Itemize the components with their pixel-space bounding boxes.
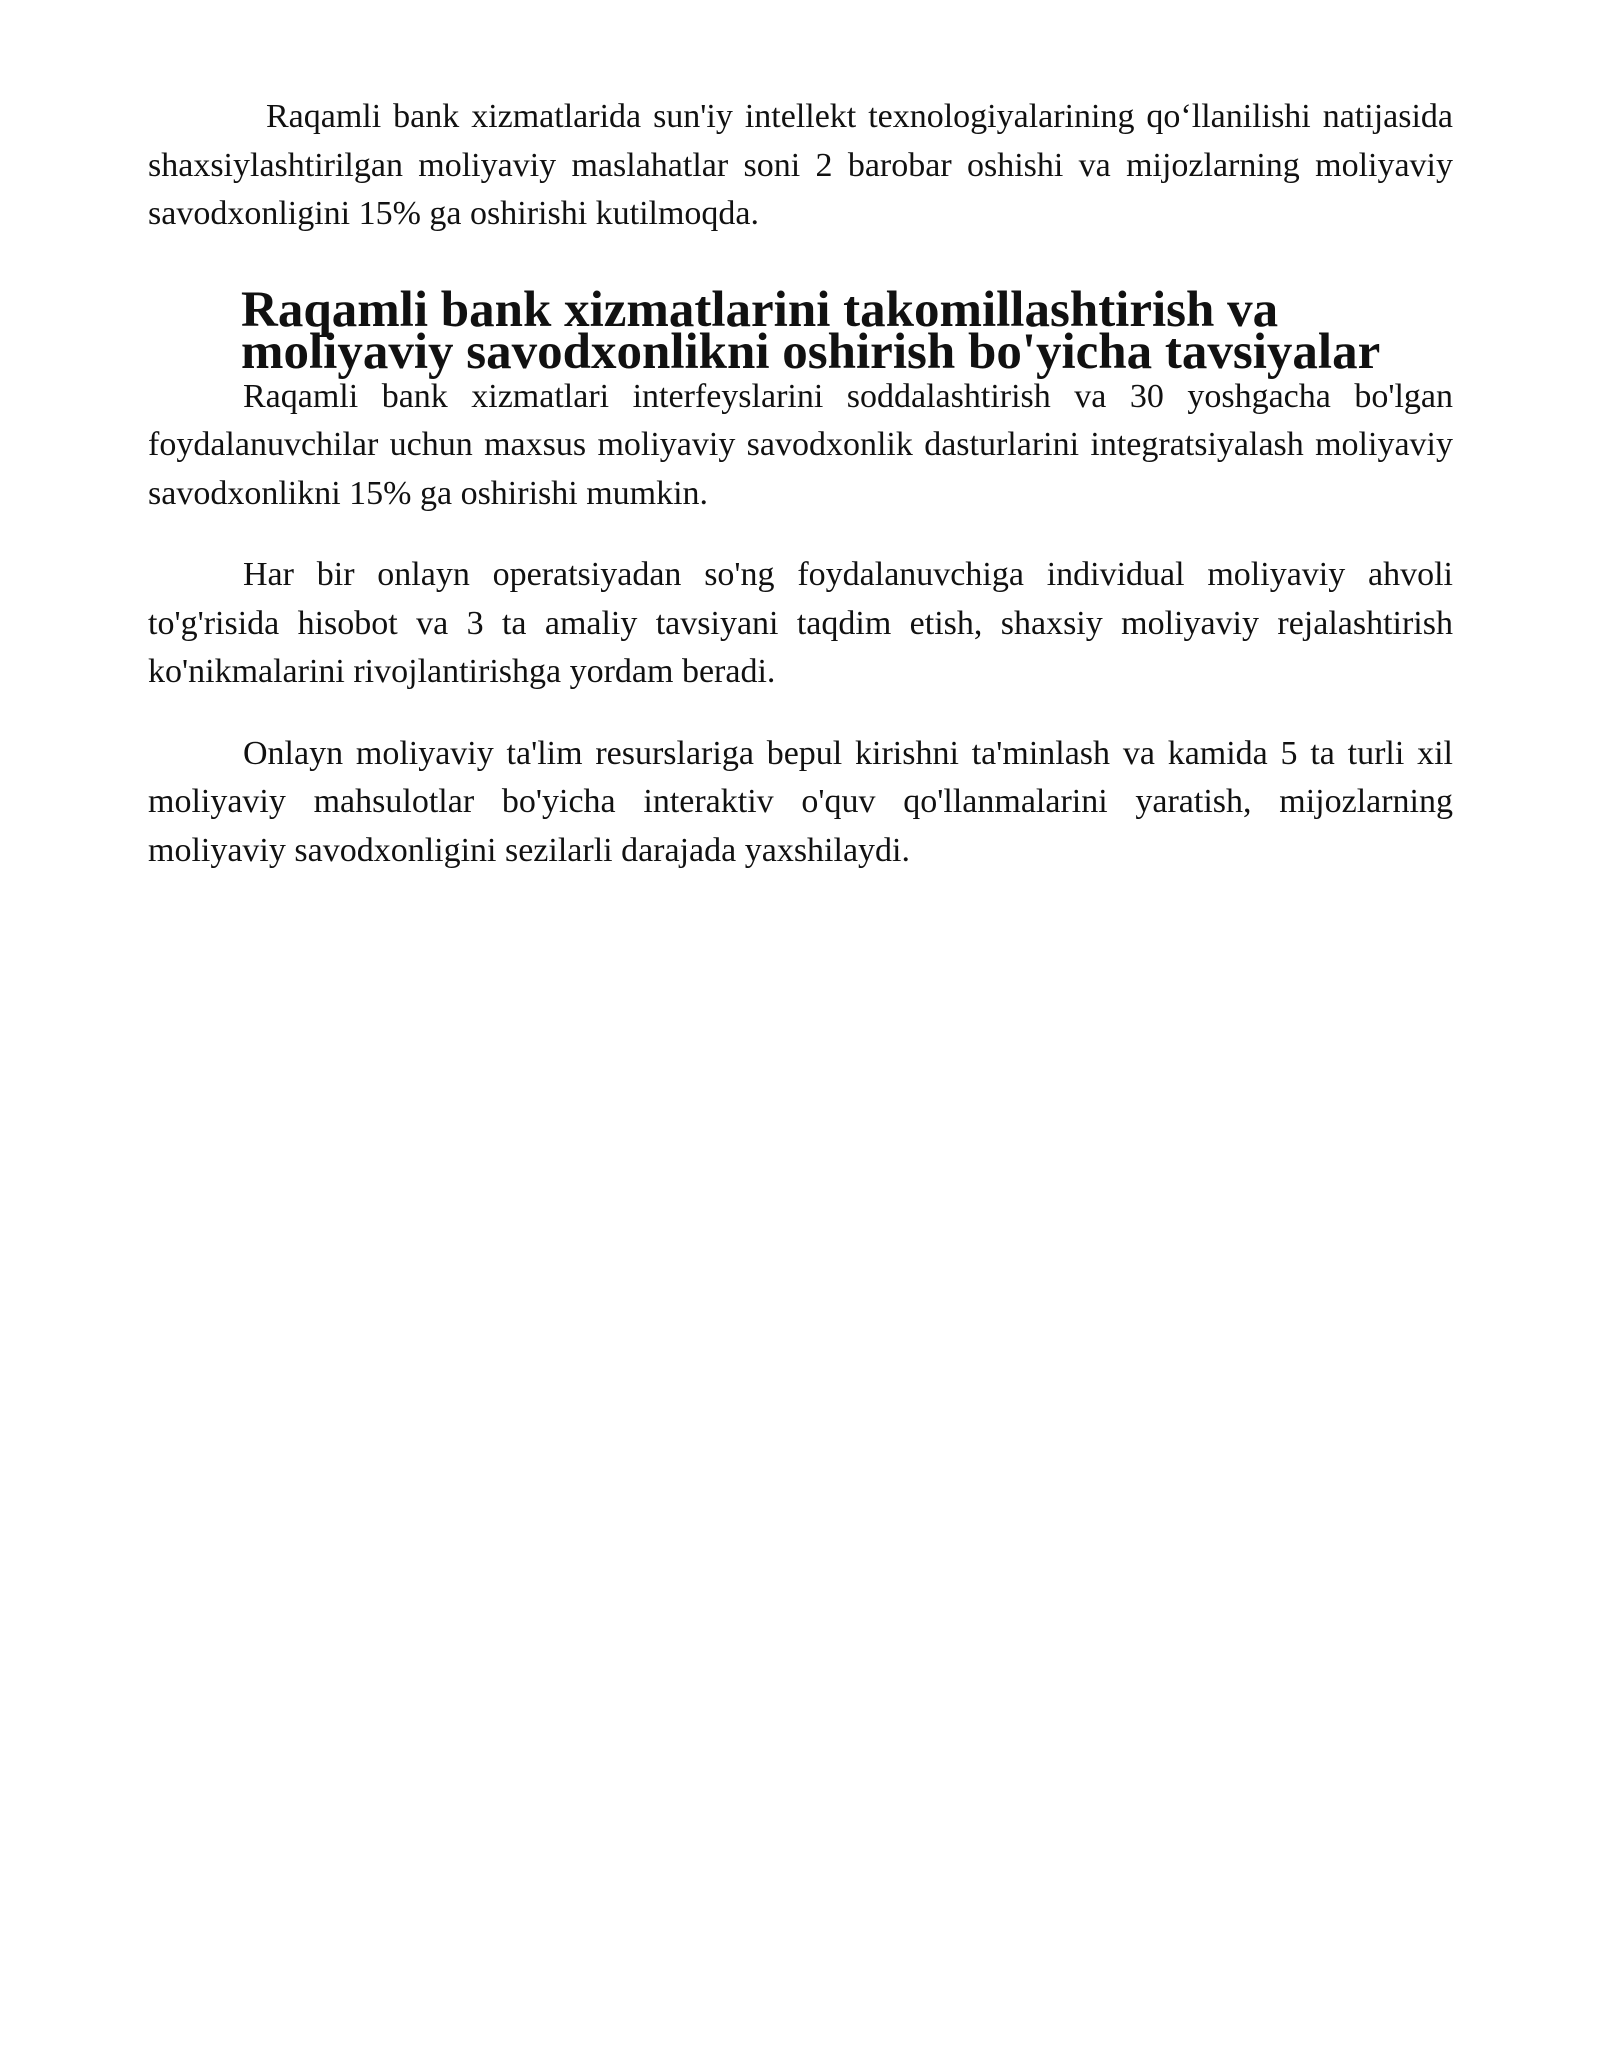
recommendation-paragraph-2: Har bir onlayn operatsiyadan so'ng foydalanuvchiga individual moliyaviy ahvoli to'g'risida hisobot va 3 ta amaliy tavsiyani taqdim etish, shaxsiy moliyaviy rejalashtirish ko'nikmalarini rivojlantirishga yordam beradi. [148, 556, 1453, 690]
section-heading: Raqamli bank xizmatlarini takomillashtirish va moliyaviy savodxonlikni oshirish bo'yicha tavsiyalar [241, 281, 1381, 380]
recommendation-paragraph-1: Raqamli bank xizmatlari interfeyslarini soddalashtirish va 30 yoshgacha bo'lgan foydalanuvchilar uchun maxsus moliyaviy savodxonlik dasturlarini integratsiyalash moliyaviy savodxonlikni 15% ga oshirishi mumkin. [148, 377, 1453, 512]
recommendation-paragraph-3: Onlayn moliyaviy ta'lim resurslariga bepul kirishni ta'minlash va kamida 5 ta turli xil moliyaviy mahsulotlar bo'yicha interaktiv o'quv qo'llanmalarini yaratish, mijozlarning moliyaviy savodxonligini sezilarli darajada yaxshilaydi. [148, 734, 1453, 869]
intro-paragraph: Raqamli bank xizmatlarida sun'iy intellekt texnologiyalarining qo‘llanilishi natijasida shaxsiylashtirilgan moliyaviy maslahatlar soni 2 barobar oshishi va mijozlarning moliyaviy savodxonligini 15% ga oshirishi kutilmoqda. [148, 98, 1453, 232]
document-body [148, 93, 1453, 875]
